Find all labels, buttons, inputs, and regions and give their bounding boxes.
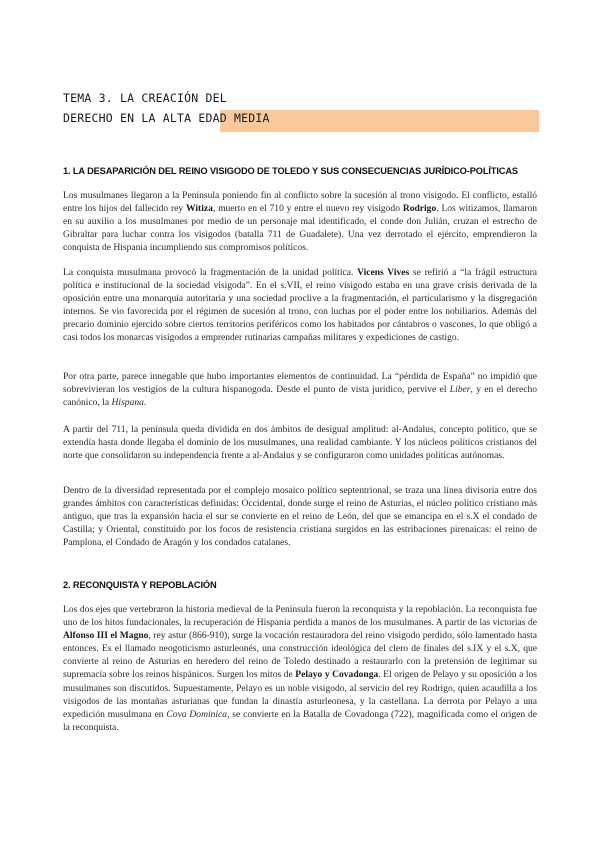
page-title [63,88,543,128]
title-line-2: DERECHO EN LA ALTA EDAD MEDIA [63,111,270,125]
section-1-heading: 1. LA DESAPARICIÓN DEL REINO VISIGODO DE TOLEDO Y SUS CONSECUENCIAS JURÍDICO-POLÍTICAS [63,166,518,176]
section-1-paragraph-1: Los musulmanes llegaron a la Península poniendo fin al conflicto sobre la sucesión al trono visigodo. El conflicto, estalló entre los hijos del fallecido rey Witiza, muerto en el 710 y entre el nuevo rey visigodo Rodrigo. Los witizamos, llamaron en su auxilio a los musulmanes por medio de un personaje mal identificado, el conde don Julián, cruzan el estrecho de Gibraltar para luchar contra los visigodos (batalla 711 de Guadalete). Una vez derrotado el ejército, emprendieron la conquista de Hispania incumpliendo sus compromisos políticos. [63,190,537,254]
section-2-heading: 2. RECONQUISTA Y REPOBLACIÓN [63,580,217,590]
section-1-paragraph-4: A partir del 711, la península queda dividida en dos ámbitos de desigual amplitud: al-Andalus, concepto político, que se extendía hasta donde llegaba el dominio de los musulmanes, una realidad cambiante. Y los núcleos políticos cristianos del norte que consolidaron su independencia frente a al-Andalus y se configuraron como unidades políticas autónomas. [63,424,537,462]
section-1-paragraph-3: Por otra parte, parece innegable que hubo importantes elementos de continuidad. La “pérdida de España” no impidió que sobrevivieran los vestigios de la cultura hispanogoda. Desde el punto de vista jurídico, pervive el Liber, y en el derecho canónico, la Hispana. [63,371,537,409]
section-1-paragraph-5: Dentro de la diversidad representada por el complejo mosaico político septentrional, se traza una línea divisoria entre dos grandes ámbitos con características definidas: Occidental, donde surge el reino de Asturias, el núcleo político cristiano más antiguo, que tras la expansión hacia el sur se convierte en el reino de León, del que se emancipa en el s.X el condado de Castilla; y Oriental, constituido por los focos de resistencia cristiana surgidos en las estribaciones pirenaicas: el reino de Pamplona, el Condado de Aragón y los condados catalanes. [63,485,537,549]
title-line-1: TEMA 3. LA CREACIÓN DEL [63,91,227,105]
section-1-paragraph-2: La conquista musulmana provocó la fragmentación de la unidad política. Vicens Vives se refirió a “la frágil estructura política e institucional de la sociedad visigoda”. En el s.VII, el reino visigodo estaba en una grave crisis derivada de la oposición entre una monarquía autoritaria y una sociedad proclive a la fragmentación, el particularismo y la disgregación internos. Se vio favorecida por el régimen de sucesión al trono, con luchas por el poder entre los nobiliarios. Además del precario dominio ejercido sobre ciertos territorios periféricos como los habitados por cántabros o vascones, lo que obligó a casi todos los monarcas visigodos a emprender rutinarias campañas militares y expediciones de castigo. [63,267,538,344]
section-2-paragraph-1: Los dos ejes que vertebraron la historia medieval de la Península fueron la reconquista y la repoblación. La reconquista fue uno de los hitos fundacionales, la recuperación de Hispania perdida a manos de los musulmanes. A partir de las victorias de Alfonso III el Magno, rey astur (866-910), surge la vocación restauradora del reino visigodo perdido, sólo lamentado hasta entonces. Es el llamado neogoticismo asturleonés, una construcción ideológica del clero de finales del s.IX y el s.X, que convierte al reino de Asturias en heredero del reino de Toledo destinado a restaurarlo con la pretensión de legitimar su supremacía sobre los reinos hispánicos. Surgen los mitos de Pelayo y Covadonga. El origen de Pelayo y su oposición a los musulmanes son discutidos. Supuestamente, Pelayo es un noble visigodo, al servicio del rey Rodrigo, quien acaudilla a los visigodos de las montañas asturianas que fundan la dinastía asturleonesa, y la castellana. La derrota por Pelayo a una expedición musulmana en Cova Dominica, se convierte en la Batalla de Covadonga (722), magnificada como el origen de la reconquista. [63,604,537,733]
